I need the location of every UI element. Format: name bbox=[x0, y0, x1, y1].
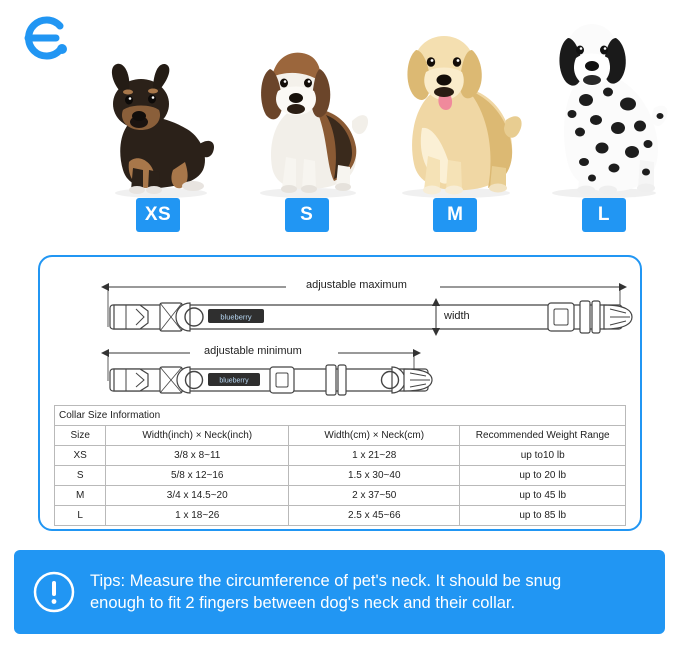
tips-line-2: enough to fit 2 fingers between dog's neck and their collar. bbox=[90, 594, 516, 612]
cell-size-s: S bbox=[55, 466, 106, 486]
adjustable-maximum-label: adjustable maximum bbox=[302, 279, 411, 291]
brand-logo bbox=[16, 8, 76, 68]
dog-image-s bbox=[237, 8, 377, 200]
size-badge-xs: XS bbox=[136, 198, 180, 232]
cell-size-xs: XS bbox=[55, 446, 106, 466]
dog-image-xs bbox=[88, 8, 228, 200]
cell-inch-s: 5/8 x 12~16 bbox=[106, 466, 289, 486]
table-row bbox=[55, 486, 626, 506]
cell-inch-m: 3/4 x 14.5~20 bbox=[106, 486, 289, 506]
table-row bbox=[55, 446, 626, 466]
size-badge-cell-l bbox=[534, 198, 674, 240]
collar-brand-tag-top: blueberry bbox=[220, 312, 252, 322]
dog-image-m bbox=[385, 8, 525, 200]
cell-weight-m: up to 45 lb bbox=[460, 486, 626, 506]
exclamation-circle-icon bbox=[32, 570, 76, 614]
cell-cm-l: 2.5 x 45~66 bbox=[289, 506, 460, 526]
brand-logo-svg bbox=[16, 8, 76, 68]
cell-inch-l: 1 x 18~26 bbox=[106, 506, 289, 526]
golden-retriever-icon bbox=[388, 10, 523, 200]
size-badge-m: M bbox=[433, 198, 477, 232]
cell-weight-l: up to 85 lb bbox=[460, 506, 626, 526]
dog-illustrations-row bbox=[88, 8, 674, 200]
table-header-size: Size bbox=[55, 426, 106, 446]
tips-line-1: Tips: Measure the circumference of pet's neck. It should be snug bbox=[90, 571, 562, 590]
table-header-inch: Width(inch) × Neck(inch) bbox=[106, 426, 289, 446]
adjustable-minimum-label: adjustable minimum bbox=[200, 345, 306, 357]
size-badges-row bbox=[88, 198, 674, 240]
cell-weight-s: up to 20 lb bbox=[460, 466, 626, 486]
dog-image-l bbox=[534, 8, 674, 200]
size-table-wrap bbox=[54, 405, 626, 526]
table-header-row bbox=[55, 426, 626, 446]
size-badge-cell-s bbox=[237, 198, 377, 240]
cell-cm-s: 1.5 x 30~40 bbox=[289, 466, 460, 486]
tips-text bbox=[90, 570, 561, 615]
collar-size-table bbox=[54, 405, 626, 526]
table-caption: Collar Size Information bbox=[55, 406, 626, 426]
collar-diagram-area bbox=[40, 257, 640, 405]
cell-cm-m: 2 x 37~50 bbox=[289, 486, 460, 506]
cell-cm-xs: 1 x 21~28 bbox=[289, 446, 460, 466]
table-header-weight: Recommended Weight Range bbox=[460, 426, 626, 446]
size-badge-l: L bbox=[582, 198, 626, 232]
collar-diagram-panel bbox=[38, 255, 642, 531]
table-row bbox=[55, 466, 626, 486]
cell-weight-xs: up to10 lb bbox=[460, 446, 626, 466]
black-and-tan-puppy-icon bbox=[93, 50, 223, 200]
size-badge-cell-xs bbox=[88, 198, 228, 240]
beagle-icon bbox=[242, 25, 372, 200]
tips-banner bbox=[14, 550, 665, 634]
exclamation-circle-icon-svg bbox=[32, 570, 76, 614]
table-row bbox=[55, 506, 626, 526]
collar-brand-tag-bottom: blueberry bbox=[219, 377, 249, 385]
table-caption-row bbox=[55, 406, 626, 426]
size-badge-cell-m bbox=[385, 198, 525, 240]
cell-inch-xs: 3/8 x 8~11 bbox=[106, 446, 289, 466]
table-header-cm: Width(cm) × Neck(cm) bbox=[289, 426, 460, 446]
size-badge-s: S bbox=[285, 198, 329, 232]
dalmatian-icon bbox=[536, 8, 671, 200]
cell-size-m: M bbox=[55, 486, 106, 506]
width-label: width bbox=[444, 310, 470, 322]
cell-size-l: L bbox=[55, 506, 106, 526]
